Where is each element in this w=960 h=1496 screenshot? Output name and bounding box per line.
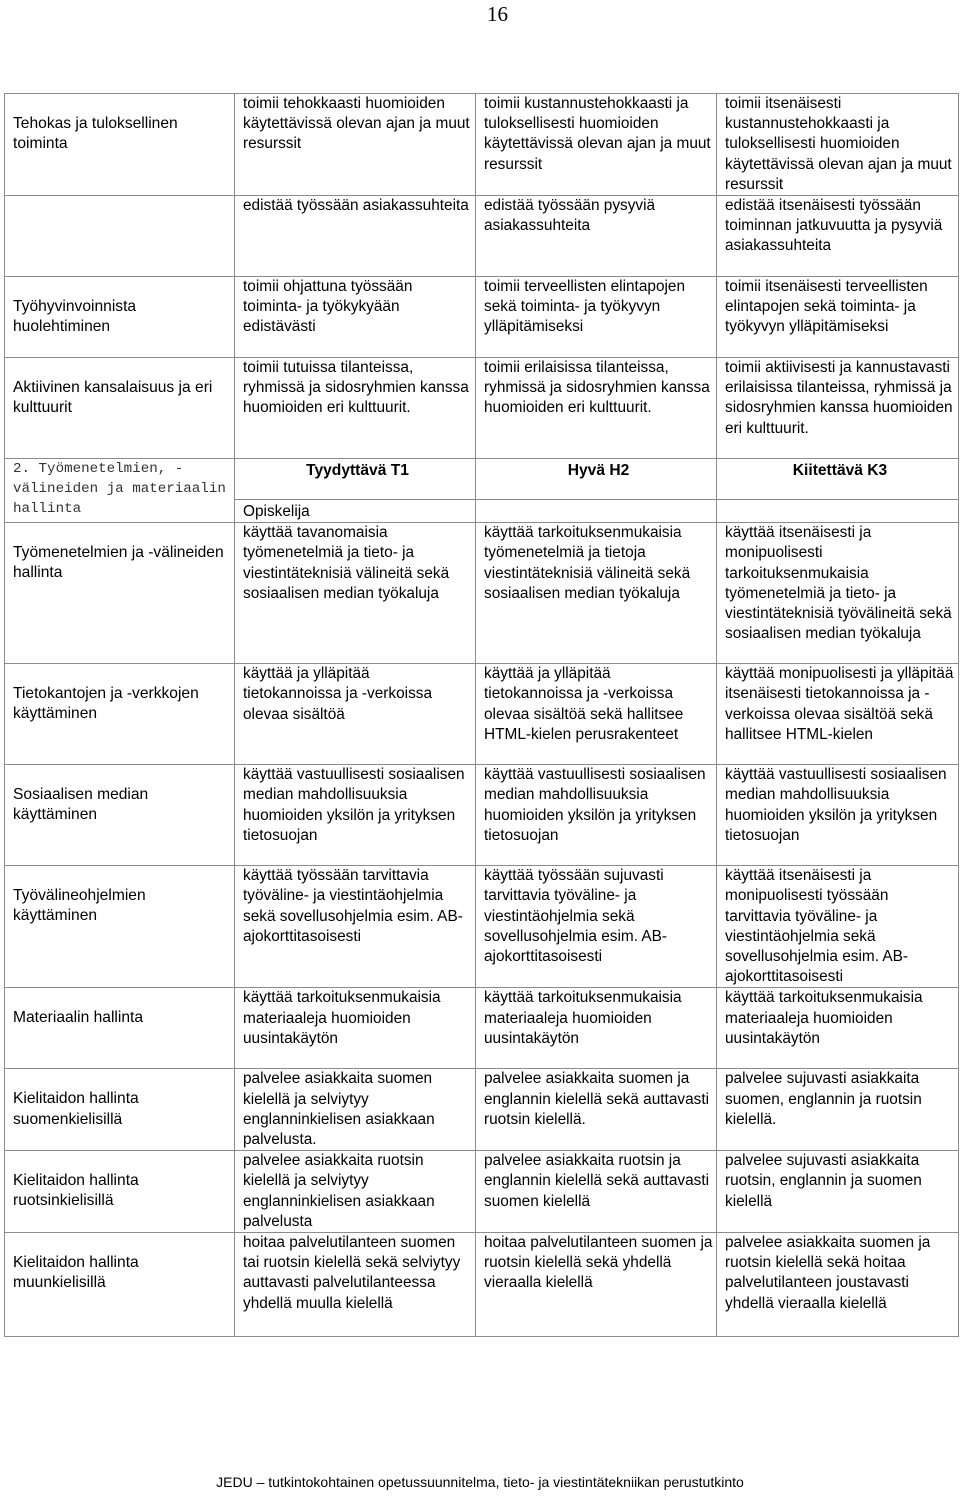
t1-cell: toimii ohjattuna työssään toiminta- ja työkykyään edistävästi <box>235 277 476 358</box>
k3-cell: käyttää tarkoituksenmukaisia materiaaleja huomioiden uusintakäytön <box>717 988 959 1069</box>
table-row <box>5 1233 959 1337</box>
h2-cell: palvelee asiakkaita ruotsin ja englannin kielellä sekä auttavasti suomen kielellä <box>476 1151 717 1233</box>
t1-cell: hoitaa palvelutilanteen suomen tai ruotsin kielellä sekä selviytyy auttavasti palvelutilanteessa yhdellä muulla kielellä <box>235 1233 476 1337</box>
k3-cell: toimii aktiivisesti ja kannustavasti erilaisissa tilanteissa, ryhmissä ja sidosryhmien kanssa huomioiden eri kulttuurit. <box>717 358 959 459</box>
t1-cell: käyttää työssään tarvittavia työväline- ja viestintäohjelmia sekä sovellusohjelmia esim. AB-ajokorttitasoisesti <box>235 866 476 988</box>
k3-cell: toimii itsenäisesti terveellisten elintapojen sekä toiminta- ja työkyvyn ylläpitämiseksi <box>717 277 959 358</box>
k3-cell: toimii itsenäisesti kustannustehokkaasti ja tuloksellisesti huomioiden käytettävissä olevan ajan ja muut resurssit <box>717 94 959 196</box>
criterion-label: Työvälineohjelmien käyttäminen <box>5 866 235 988</box>
assessment-criteria-table <box>4 93 959 1337</box>
grade-header-row <box>5 459 959 500</box>
k3-cell: käyttää itsenäisesti ja monipuolisesti tarkoituksenmukaisia työmenetelmiä ja tieto- ja viestintäteknisiä työvälineitä sekä sosiaalisen median työkaluja <box>717 523 959 664</box>
table-row <box>5 1151 959 1233</box>
grade-t1-header: Tyydyttävä T1 <box>235 459 476 500</box>
page-number: 16 <box>487 2 508 26</box>
criterion-label <box>5 196 235 277</box>
t1-cell: edistää työssään asiakassuhteita <box>235 196 476 277</box>
t1-cell: käyttää tarkoituksenmukaisia materiaaleja huomioiden uusintakäytön <box>235 988 476 1069</box>
criterion-label: Tietokantojen ja -verkkojen käyttäminen <box>5 664 235 765</box>
h2-cell: toimii kustannustehokkaasti ja tuloksellisesti huomioiden käytettävissä olevan ajan ja muut resurssit <box>476 94 717 196</box>
criterion-label: Työmenetelmien ja -välineiden hallinta <box>5 523 235 664</box>
k3-cell: käyttää vastuullisesti sosiaalisen median mahdollisuuksia huomioiden yksilön ja yrityksen tietosuojan <box>717 765 959 866</box>
page-footer: JEDU – tutkintokohtainen opetussuunnitelma, tieto- ja viestintätekniikan perustutkinto <box>216 1474 744 1490</box>
h2-cell: toimii erilaisissa tilanteissa, ryhmissä ja sidosryhmien kanssa huomioiden eri kulttuurit. <box>476 358 717 459</box>
table-row <box>5 988 959 1069</box>
h2-cell: toimii terveellisten elintapojen sekä toiminta- ja työkyvyn ylläpitämiseksi <box>476 277 717 358</box>
h2-cell: käyttää ja ylläpitää tietokannoissa ja -verkoissa olevaa sisältöä sekä hallitsee HTML-kielen perusrakenteet <box>476 664 717 765</box>
k3-cell: palvelee sujuvasti asiakkaita ruotsin, englannin ja suomen kielellä <box>717 1151 959 1233</box>
criterion-label: Sosiaalisen median käyttäminen <box>5 765 235 866</box>
criterion-label: Työhyvinvoinnista huolehtiminen <box>5 277 235 358</box>
table-row <box>5 664 959 765</box>
grade-k3-header: Kiitettävä K3 <box>717 459 959 500</box>
table-row <box>5 523 959 664</box>
k3-cell: edistää itsenäisesti työssään toiminnan jatkuvuutta ja pysyviä asiakassuhteita <box>717 196 959 277</box>
section-title: 2. Työmenetelmien, -välineiden ja materiaalin hallinta <box>5 459 235 523</box>
t1-cell: toimii tehokkaasti huomioiden käytettävissä olevan ajan ja muut resurssit <box>235 94 476 196</box>
table-row <box>5 196 959 277</box>
table-row <box>5 866 959 988</box>
t1-cell: käyttää vastuullisesti sosiaalisen median mahdollisuuksia huomioiden yksilön ja yrityksen tietosuojan <box>235 765 476 866</box>
t1-cell: palvelee asiakkaita suomen kielellä ja selviytyy englanninkielisen asiakkaan palvelusta. <box>235 1069 476 1151</box>
h2-cell: hoitaa palvelutilanteen suomen ja ruotsin kielellä sekä yhdellä vieraalla kielellä <box>476 1233 717 1337</box>
grade-h2-header: Hyvä H2 <box>476 459 717 500</box>
table-row <box>5 358 959 459</box>
k3-cell: käyttää itsenäisesti ja monipuolisesti työssään tarvittavia työväline- ja viestintäohjelmia sekä sovellusohjelmia esim. AB-ajokorttitasoisesti <box>717 866 959 988</box>
h2-cell: käyttää tarkoituksenmukaisia materiaaleja huomioiden uusintakäytön <box>476 988 717 1069</box>
criterion-label: Aktiivinen kansalaisuus ja eri kulttuurit <box>5 358 235 459</box>
h2-cell: käyttää työssään sujuvasti tarvittavia työväline- ja viestintäohjelmia sekä sovellusohjelmia esim. AB-ajokorttitasoisesti <box>476 866 717 988</box>
h2-cell: käyttää vastuullisesti sosiaalisen median mahdollisuuksia huomioiden yksilön ja yrityksen tietosuojan <box>476 765 717 866</box>
k3-cell: palvelee sujuvasti asiakkaita suomen, englannin ja ruotsin kielellä. <box>717 1069 959 1151</box>
criterion-label: Kielitaidon hallinta suomenkielisillä <box>5 1069 235 1151</box>
k3-cell: palvelee asiakkaita suomen ja ruotsin kielellä sekä hoitaa palvelutilanteen joustavasti yhdellä vieraalla kielellä <box>717 1233 959 1337</box>
criterion-label: Materiaalin hallinta <box>5 988 235 1069</box>
table-row <box>5 94 959 196</box>
criterion-label: Kielitaidon hallinta muunkielisillä <box>5 1233 235 1337</box>
criterion-label: Kielitaidon hallinta ruotsinkielisillä <box>5 1151 235 1233</box>
table-row <box>5 765 959 866</box>
h2-cell: käyttää tarkoituksenmukaisia työmenetelmiä ja tietoja viestintäteknisiä välineitä sekä sosiaalisen median työkaluja <box>476 523 717 664</box>
student-label: Opiskelija <box>235 500 476 523</box>
criterion-label: Tehokas ja tuloksellinen toiminta <box>5 94 235 196</box>
t1-cell: käyttää tavanomaisia työmenetelmiä ja tieto- ja viestintäteknisiä välineitä sekä sosiaalisen median työkaluja <box>235 523 476 664</box>
k3-cell: käyttää monipuolisesti ja ylläpitää itsenäisesti tietokannoissa ja -verkoissa olevaa sisältöä sekä hallitsee HTML-kielen <box>717 664 959 765</box>
t1-cell: palvelee asiakkaita ruotsin kielellä ja selviytyy englanninkielisen asiakkaan palvelusta <box>235 1151 476 1233</box>
h2-cell: edistää työssään pysyviä asiakassuhteita <box>476 196 717 277</box>
table-row <box>5 1069 959 1151</box>
h2-cell: palvelee asiakkaita suomen ja englannin kielellä sekä auttavasti ruotsin kielellä. <box>476 1069 717 1151</box>
table-row <box>5 277 959 358</box>
t1-cell: toimii tutuissa tilanteissa, ryhmissä ja sidosryhmien kanssa huomioiden eri kulttuurit. <box>235 358 476 459</box>
t1-cell: käyttää ja ylläpitää tietokannoissa ja -verkoissa olevaa sisältöä <box>235 664 476 765</box>
